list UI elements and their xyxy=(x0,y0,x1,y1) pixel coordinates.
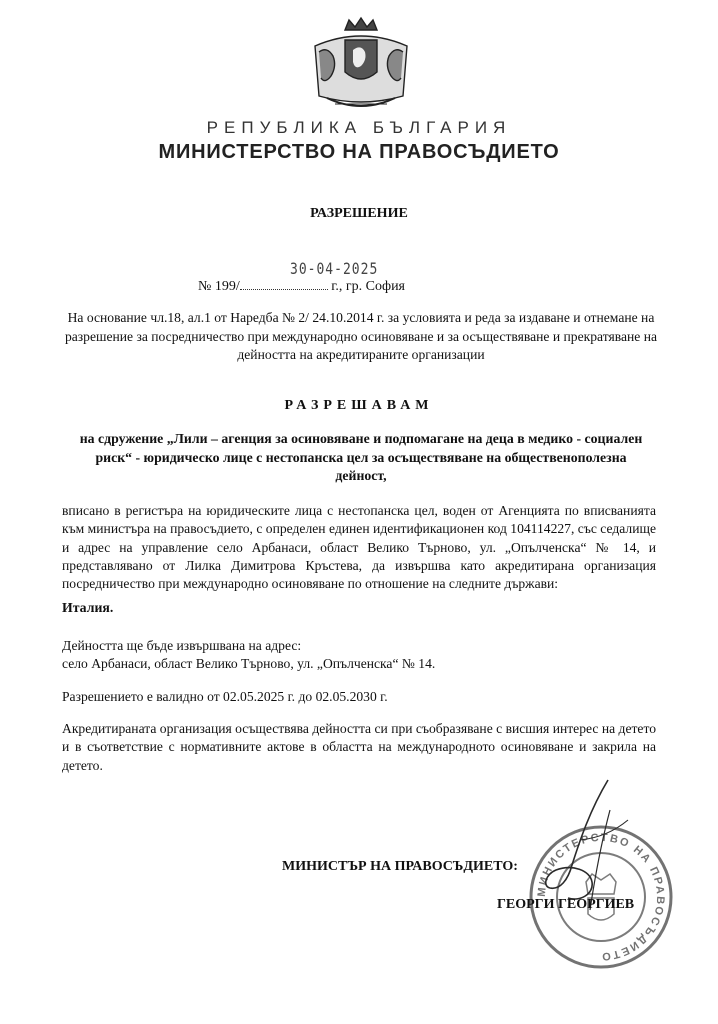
stamped-date: 30-04-2025 xyxy=(290,260,379,279)
closing-paragraph: Акредитираната организация осъществява дейността си при съобразяване с висшия интерес на детето и в съответствие с нормативните актове в областта на международното осиновяване и закрила на детето. xyxy=(62,721,657,773)
organization-paragraph: на сдружение „Лили – агенция за осиновяване и подпомагане на деца в медико - социален риск“ - юридическо лице с нестопанска цел за осъществяване на общественополезна дейност, xyxy=(79,431,643,483)
minister-title: МИНИСТЪР НА ПРАВОСЪДИЕТО: xyxy=(282,859,518,874)
validity-statement: Разрешението е валидно от 02.05.2025 г. до 02.05.2030 г. xyxy=(62,689,388,704)
ministry-heading: МИНИСТЕРСТВО НА ПРАВОСЪДИЕТО xyxy=(158,141,560,163)
country-name: Италия. xyxy=(62,600,114,615)
number-suffix: г., гр. София xyxy=(327,279,405,294)
number-prefix: № 199/ xyxy=(198,279,240,294)
legal-basis-paragraph: На основание чл.18, ал.1 от Наредба № 2/ 24.10.2014 г. за условията и реда за издаване и отнемане на разрешение за посредничество при международно осиновяване и за осъществяване и прекратяване на дейността на акредитираните организации xyxy=(64,310,658,362)
minister-name: ГЕОРГИ ГЕОРГИЕВ xyxy=(497,897,635,912)
document-number-line xyxy=(198,277,405,295)
republic-heading: РЕПУБЛИКА БЪЛГАРИЯ xyxy=(206,118,512,137)
number-dots xyxy=(240,277,328,290)
decree-heading: РАЗРЕШАВАМ xyxy=(284,398,434,413)
svg-text:МИНИСТЕРСТВО НА ПРАВОСЪДИЕТО: МИНИСТЕРСТВО НА ПРАВОСЪДИЕТО xyxy=(535,831,667,963)
address-label: Дейността ще бъде извършвана на адрес: xyxy=(62,638,302,653)
coat-of-arms-icon xyxy=(305,16,417,116)
address-value: село Арбанаси, област Велико Търново, ул. „Опълченска“ № 14. xyxy=(62,656,436,671)
document-title: РАЗРЕШЕНИЕ xyxy=(310,206,408,221)
registration-paragraph: вписано в регистъра на юридическите лица с нестопанска цел, воден от Агенцията по вписванията към министъра на правосъдието, с определен единен идентификационен код 104114227, със седалище и адрес на управление село Арбанаси, област Велико Търново, ул. „Опълченска“ № 14, и представлявано от Лилка Димитрова Кръстева, да извършва като акредитирана организация посредничество при международно осиновяване по отношение на следните държави: xyxy=(62,503,656,592)
